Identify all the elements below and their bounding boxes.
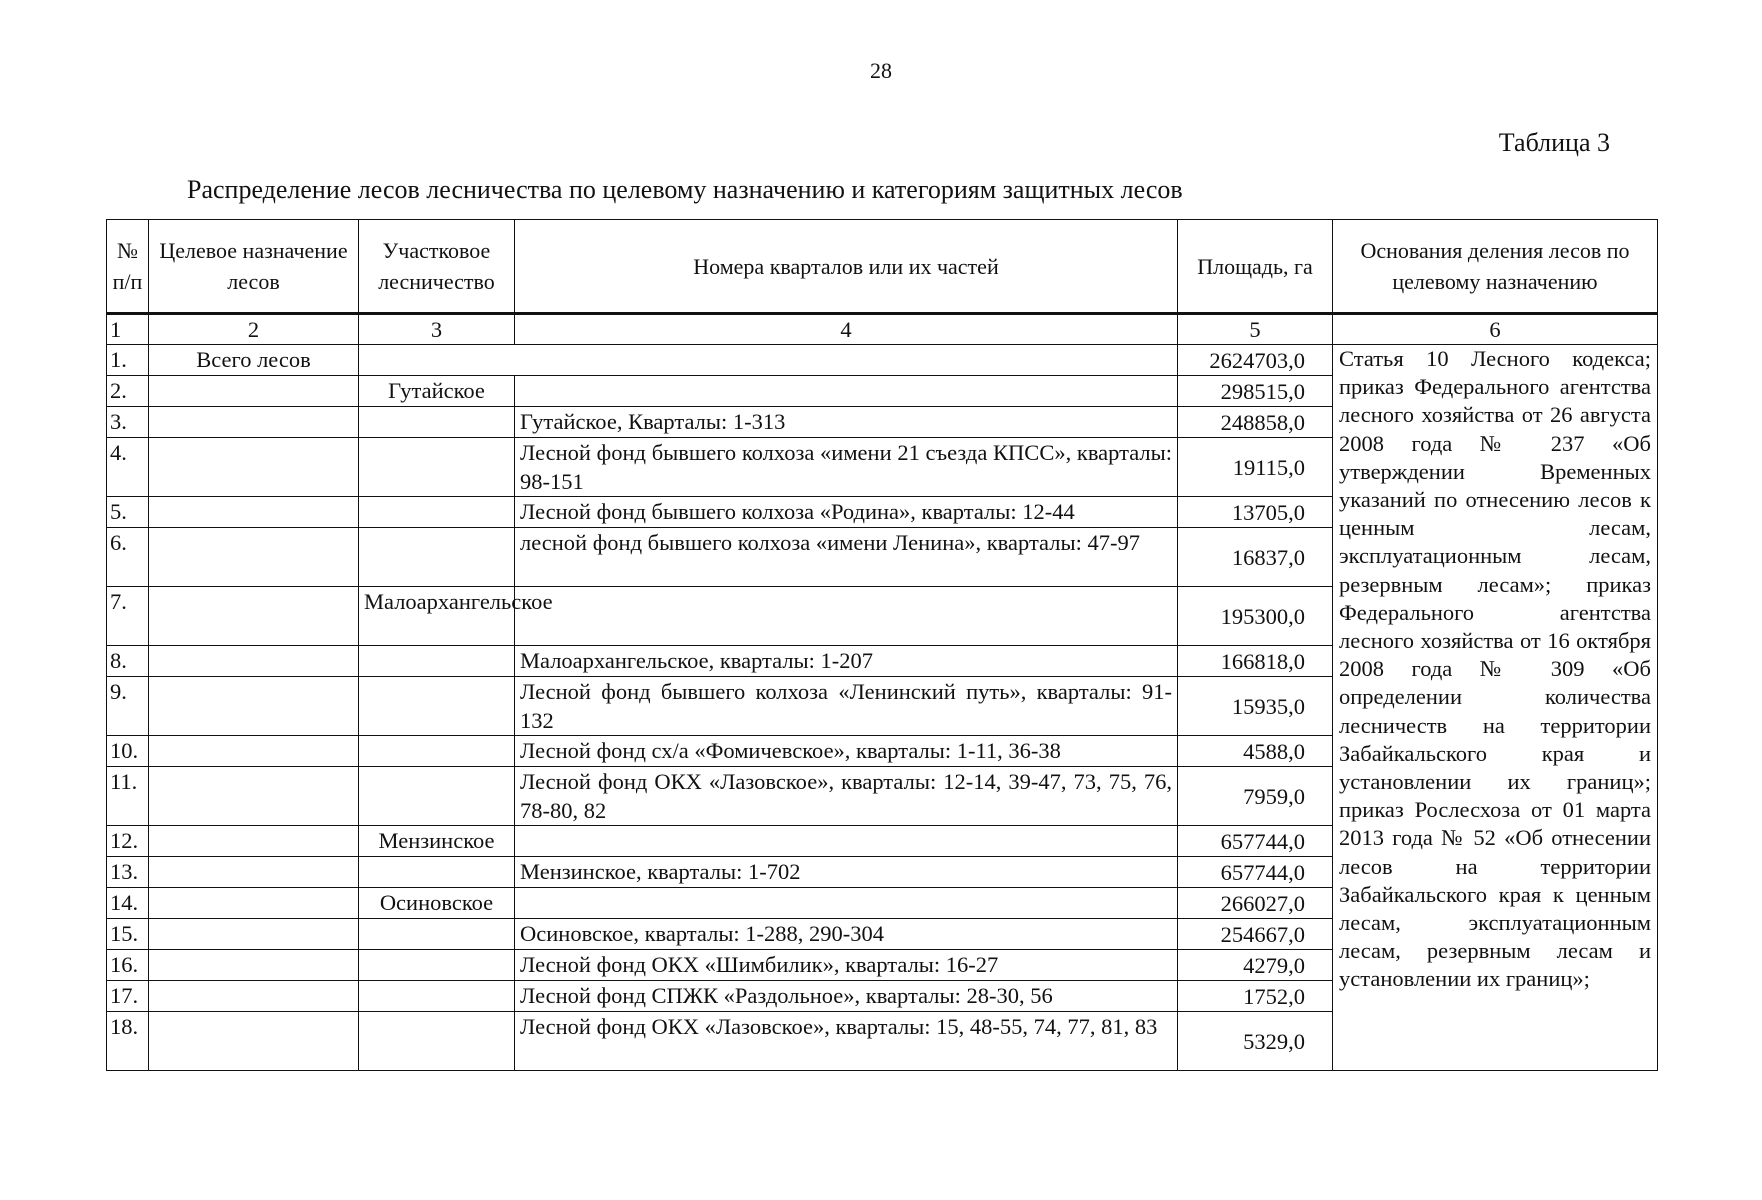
column-number: 5 <box>1178 314 1333 345</box>
row-quarters: Лесной фонд ОКХ «Лазовское», кварталы: 15, 48-55, 74, 77, 81, 83 <box>515 1012 1178 1071</box>
row-quarters: Лесной фонд бывшего колхоза «имени 21 съезда КПСС», кварталы: 98-151 <box>515 438 1178 497</box>
header-basis: Основания деления лесов по целевому назначению <box>1333 220 1658 314</box>
basis-text: Статья 10 Лесного кодекса; приказ Федерального агентства лесного хозяйства от 26 августа 2008 года № 237 «Об утверждении Временных указаний по отнесению лесов к ценным лесам, эксплуатационным лесам, резервным лесам»; приказ Федерального агентства лесного хозяйства от 16 октября 2008 года № 309 «Об определении количества лесничеств на территории Забайкальского края и установлении их границ»; приказ Рослесхоза от 01 марта 2013 года № 52 «Об отнесении лесов на территории Забайкальского края к ценным лесам, эксплуатационным лесам, резервным лесам и установлении их границ»; <box>1333 345 1658 1071</box>
row-number: 10. <box>107 736 149 767</box>
header-purpose: Целевое назначение лесов <box>149 220 359 314</box>
row-purpose <box>149 587 359 646</box>
row-quarters: Лесной фонд ОКХ «Шимбилик», кварталы: 16-27 <box>515 950 1178 981</box>
column-number: 4 <box>515 314 1178 345</box>
row-district <box>359 736 515 767</box>
row-quarters: Лесной фонд бывшего колхоза «Ленинский путь», кварталы: 91-132 <box>515 677 1178 736</box>
row-area: 4279,0 <box>1178 950 1333 981</box>
row-area: 4588,0 <box>1178 736 1333 767</box>
row-area: 657744,0 <box>1178 857 1333 888</box>
row-purpose <box>149 888 359 919</box>
row-quarters <box>515 888 1178 919</box>
row-district <box>359 767 515 826</box>
row-number: 3. <box>107 407 149 438</box>
row-number: 12. <box>107 826 149 857</box>
header-num: № п/п <box>107 220 149 314</box>
row-district: Осиновское <box>359 888 515 919</box>
row-number: 8. <box>107 646 149 677</box>
row-area: 166818,0 <box>1178 646 1333 677</box>
row-district <box>359 677 515 736</box>
row-purpose <box>149 407 359 438</box>
table-header-row <box>107 220 1658 314</box>
row-district <box>359 438 515 497</box>
row-area: 195300,0 <box>1178 587 1333 646</box>
row-quarters: Лесной фонд сх/а «Фомичевское», кварталы: 1-11, 36-38 <box>515 736 1178 767</box>
column-number: 3 <box>359 314 515 345</box>
row-district <box>359 950 515 981</box>
row-area: 1752,0 <box>1178 981 1333 1012</box>
row-district <box>359 919 515 950</box>
row-purpose <box>149 736 359 767</box>
row-area: 298515,0 <box>1178 376 1333 407</box>
row-purpose <box>149 376 359 407</box>
row-quarters: Малоархангельское, кварталы: 1-207 <box>515 646 1178 677</box>
row-number: 6. <box>107 528 149 587</box>
row-number: 16. <box>107 950 149 981</box>
row-area: 2624703,0 <box>1178 345 1333 376</box>
column-number: 1 <box>107 314 149 345</box>
row-purpose <box>149 767 359 826</box>
row-quarters: Лесной фонд ОКХ «Лазовское», кварталы: 12-14, 39-47, 73, 75, 76, 78-80, 82 <box>515 767 1178 826</box>
row-number: 11. <box>107 767 149 826</box>
row-number: 17. <box>107 981 149 1012</box>
row-district <box>359 1012 515 1071</box>
row-area: 16837,0 <box>1178 528 1333 587</box>
row-quarters: Лесной фонд СПЖК «Раздольное», кварталы: 28-30, 56 <box>515 981 1178 1012</box>
row-quarters: Осиновское, кварталы: 1-288, 290-304 <box>515 919 1178 950</box>
table-label: Таблица 3 <box>1498 128 1610 157</box>
row-purpose <box>149 857 359 888</box>
row-district: Мензинское <box>359 826 515 857</box>
row-district <box>359 528 515 587</box>
row-area: 248858,0 <box>1178 407 1333 438</box>
row-area: 5329,0 <box>1178 1012 1333 1071</box>
forest-distribution-table <box>106 219 1658 1071</box>
row-number: 2. <box>107 376 149 407</box>
row-purpose <box>149 1012 359 1071</box>
row-purpose <box>149 497 359 528</box>
row-quarters: Лесной фонд бывшего колхоза «Родина», кварталы: 12-44 <box>515 497 1178 528</box>
row-purpose <box>149 981 359 1012</box>
row-quarters <box>515 376 1178 407</box>
row-number: 4. <box>107 438 149 497</box>
row-area: 657744,0 <box>1178 826 1333 857</box>
row-area: 254667,0 <box>1178 919 1333 950</box>
row-district <box>359 646 515 677</box>
row-purpose <box>149 646 359 677</box>
row-number: 14. <box>107 888 149 919</box>
row-area: 15935,0 <box>1178 677 1333 736</box>
row-quarters: Мензинское, кварталы: 1-702 <box>515 857 1178 888</box>
row-quarters: лесной фонд бывшего колхоза «имени Ленина», кварталы: 47-97 <box>515 528 1178 587</box>
page-number: 28 <box>870 58 892 83</box>
row-number: 5. <box>107 497 149 528</box>
row-district: Малоархангельское <box>359 587 515 646</box>
row-district <box>359 407 515 438</box>
row-quarters: Гутайское, Кварталы: 1-313 <box>515 407 1178 438</box>
row-district <box>359 981 515 1012</box>
table-title: Распределение лесов лесничества по целевому назначению и категориям защитных лесов <box>187 175 1183 204</box>
row-purpose: Всего лесов <box>149 345 359 376</box>
row-number: 1. <box>107 345 149 376</box>
row-quarters <box>515 587 1178 646</box>
column-number: 6 <box>1333 314 1658 345</box>
row-area: 7959,0 <box>1178 767 1333 826</box>
column-number-row <box>107 314 1658 345</box>
header-district: Участковое лесничество <box>359 220 515 314</box>
row-purpose <box>149 528 359 587</box>
row-purpose <box>149 919 359 950</box>
row-area: 19115,0 <box>1178 438 1333 497</box>
row-quarters <box>515 826 1178 857</box>
row-purpose <box>149 438 359 497</box>
row-number: 18. <box>107 1012 149 1071</box>
row-purpose <box>149 826 359 857</box>
row-number: 15. <box>107 919 149 950</box>
row-number: 9. <box>107 677 149 736</box>
row-purpose <box>149 677 359 736</box>
row-purpose <box>149 950 359 981</box>
row-district <box>359 497 515 528</box>
row-number: 7. <box>107 587 149 646</box>
row-district: Гутайское <box>359 376 515 407</box>
table-row <box>107 345 1658 376</box>
row-district <box>359 857 515 888</box>
row-number: 13. <box>107 857 149 888</box>
column-number: 2 <box>149 314 359 345</box>
row-merged-empty <box>359 345 1178 376</box>
header-area: Площадь, га <box>1178 220 1333 314</box>
row-area: 266027,0 <box>1178 888 1333 919</box>
header-quarters: Номера кварталов или их частей <box>515 220 1178 314</box>
row-area: 13705,0 <box>1178 497 1333 528</box>
